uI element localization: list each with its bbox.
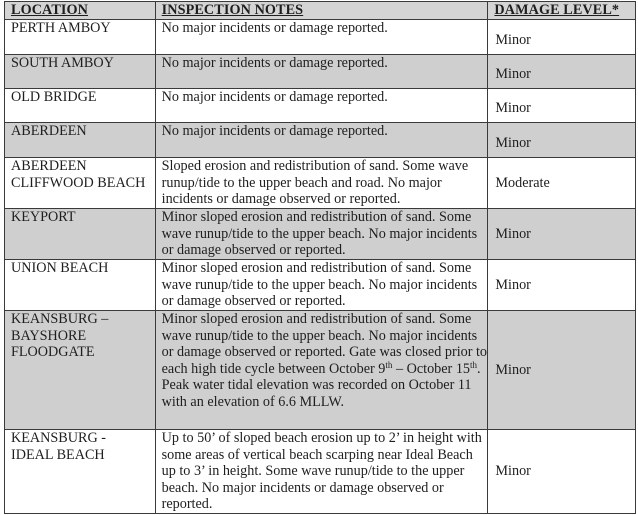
notes-cell bbox=[155, 89, 488, 123]
notes-part: . Peak water tidal elevation was recorded on October 11 with an elevation of 6.6 MLLW. bbox=[161, 360, 481, 410]
notes-cell bbox=[155, 430, 488, 514]
table-row-aberdeen-cliffwood-beach bbox=[5, 158, 636, 209]
table-row-keyport bbox=[5, 209, 636, 260]
header-location: LOCATION bbox=[5, 2, 156, 20]
location-name: UNION BEACH bbox=[11, 260, 109, 276]
damage-level-cell: Minor bbox=[488, 311, 636, 430]
location-name-line: KEANSBURG - bbox=[11, 430, 106, 446]
location-name-line: BAYSHORE bbox=[11, 327, 87, 344]
location-cell bbox=[5, 209, 156, 260]
location-cell bbox=[5, 55, 156, 89]
inspection-notes-text: Sloped erosion and redistribution of sand. Some wave runup/tide to the upper beach and road. No major incidents or damage observed or reported. bbox=[161, 158, 469, 207]
location-name: SOUTH AMBOY bbox=[11, 55, 114, 71]
inspection-notes-text: Minor sloped erosion and redistribution of sand. Some wave runup/tide to the upper beach. No major incidents or damage observed or reported. bbox=[161, 209, 478, 258]
table-row-keansburg-bayshore-floodgate bbox=[5, 311, 636, 430]
damage-level-cell: Minor bbox=[488, 20, 636, 55]
location-cell bbox=[5, 89, 156, 123]
location-cell bbox=[5, 311, 156, 430]
inspection-notes-text: Minor sloped erosion and redistribution of sand. Some wave runup/tide to the upper beach. No major incidents or damage observed or reported. bbox=[161, 260, 478, 309]
notes-cell bbox=[155, 311, 488, 430]
location-name-line: ABERDEEN bbox=[11, 158, 87, 174]
location-cell bbox=[5, 430, 156, 514]
damage-level-cell: Minor bbox=[488, 89, 636, 123]
ordinal-suffix: th bbox=[385, 359, 393, 370]
location-name: KEYPORT bbox=[11, 209, 76, 225]
header-inspection-notes: INSPECTION NOTES bbox=[155, 2, 488, 20]
inspection-notes-text: No major incidents or damage reported. bbox=[161, 20, 388, 36]
table-row-aberdeen bbox=[5, 123, 636, 158]
notes-part: – October 15 bbox=[392, 360, 471, 377]
notes-cell bbox=[155, 55, 488, 89]
location-name: ABERDEEN bbox=[11, 123, 87, 139]
table-row-keansburg-ideal-beach bbox=[5, 430, 636, 514]
location-cell bbox=[5, 123, 156, 158]
location-name-line: KEANSBURG – bbox=[11, 311, 109, 327]
notes-cell bbox=[155, 123, 488, 158]
table-row-old-bridge bbox=[5, 89, 636, 123]
ordinal-suffix: th bbox=[470, 359, 478, 370]
notes-cell bbox=[155, 158, 488, 209]
location-cell bbox=[5, 20, 156, 55]
header-damage-level: DAMAGE LEVEL* bbox=[488, 2, 636, 20]
inspection-notes-text: No major incidents or damage reported. bbox=[161, 123, 388, 139]
inspection-notes-text: No major incidents or damage reported. bbox=[161, 89, 388, 105]
inspection-notes-text: Up to 50’ of sloped beach erosion up to 2’ in height with some areas of vertical beach scarping near Ideal Beach up to 3’ in height. Some wave runup/tide to the upper beach. No major incidents or damage observed or reported. bbox=[161, 430, 482, 512]
notes-part: Minor sloped erosion and redistribution of sand. Some wave runup/tide to the upper beach. No major incidents or damage observed or reported. Gate was closed prior to each high tide cycle between October 9 bbox=[161, 311, 488, 377]
location-name-line: FLOODGATE bbox=[11, 344, 95, 360]
location-name-line: IDEAL BEACH bbox=[11, 446, 105, 463]
inspection-table bbox=[4, 1, 636, 514]
inspection-notes-text bbox=[162, 311, 488, 410]
table-row-south-amboy bbox=[5, 55, 636, 89]
inspection-notes-text: No major incidents or damage reported. bbox=[161, 55, 388, 71]
damage-level-cell: Moderate bbox=[488, 158, 636, 209]
location-name-line: CLIFFWOOD BEACH bbox=[11, 174, 146, 191]
damage-level-cell: Minor bbox=[488, 430, 636, 514]
damage-level-cell: Minor bbox=[488, 209, 636, 260]
notes-cell bbox=[155, 20, 488, 55]
notes-cell bbox=[155, 209, 488, 260]
damage-level-cell: Minor bbox=[488, 260, 636, 311]
location-name: OLD BRIDGE bbox=[11, 89, 97, 105]
table-row-union-beach bbox=[5, 260, 636, 311]
damage-level-cell: Minor bbox=[488, 55, 636, 89]
header-row bbox=[5, 2, 636, 20]
damage-level-cell: Minor bbox=[488, 123, 636, 158]
location-cell bbox=[5, 260, 156, 311]
table-row-perth-amboy bbox=[5, 20, 636, 55]
notes-cell bbox=[155, 260, 488, 311]
location-cell bbox=[5, 158, 156, 209]
location-name: PERTH AMBOY bbox=[11, 20, 111, 36]
